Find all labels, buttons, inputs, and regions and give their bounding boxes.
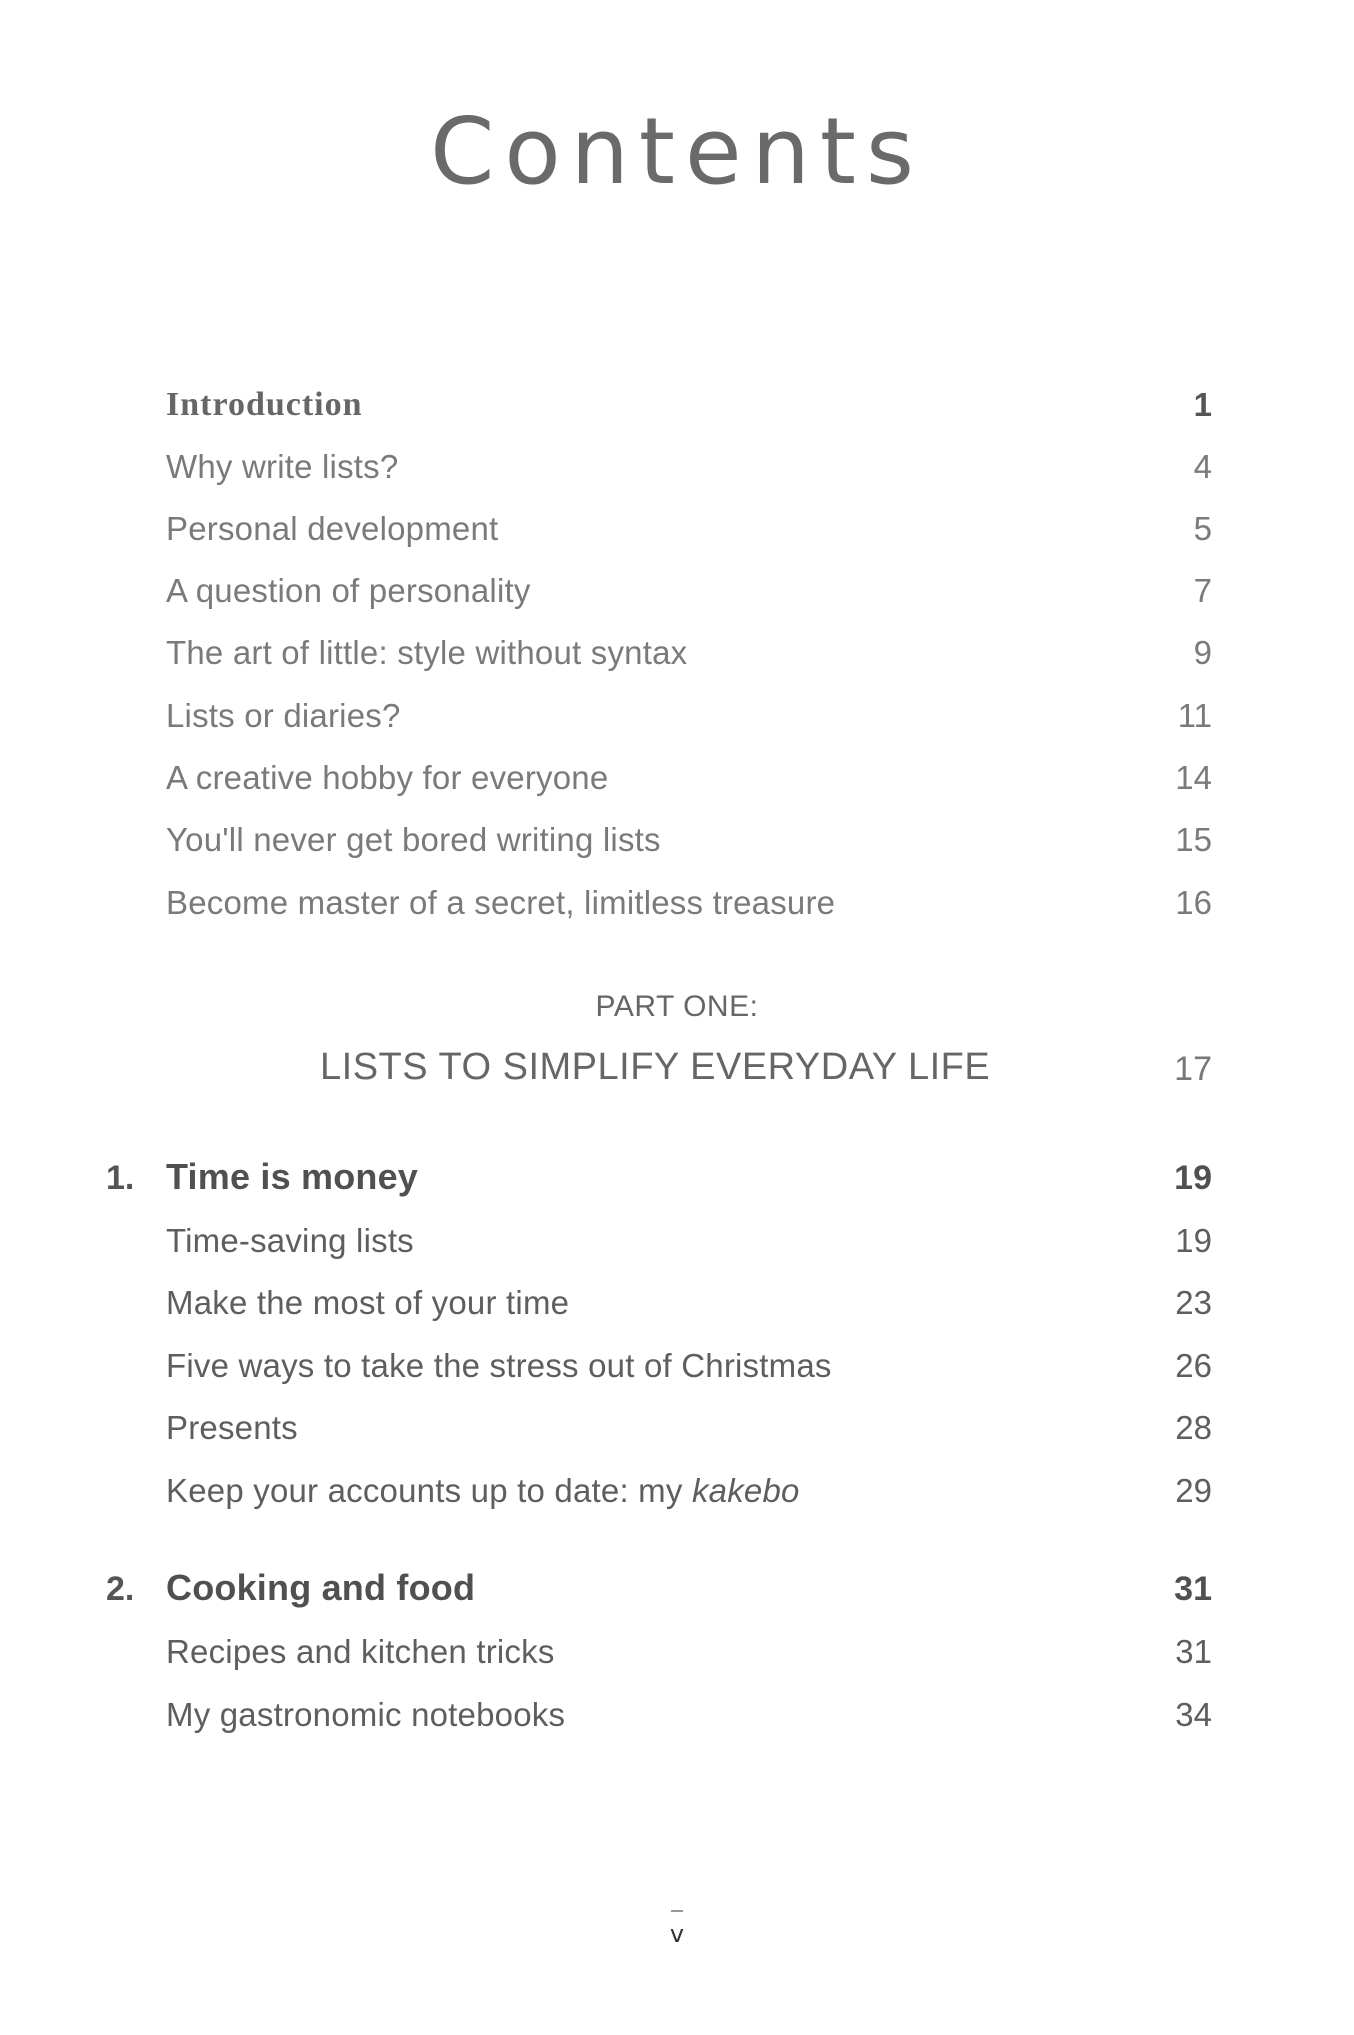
part-title[interactable]: LISTS TO SIMPLIFY EVERYDAY LIFE: [320, 1046, 991, 1088]
chapter-title: Cooking and food: [166, 1567, 476, 1608]
toc-entry-label: The art of little: style without syntax: [166, 634, 688, 671]
toc-entry-page: 15: [1175, 821, 1212, 858]
toc-entry-label-text: Keep your accounts up to date: my: [166, 1472, 692, 1509]
toc-entry[interactable]: [166, 1272, 1212, 1322]
page-footer: [0, 1910, 1354, 1948]
footer-rule: [671, 1910, 683, 1912]
toc-entry-introduction[interactable]: [166, 374, 1212, 424]
toc-chapter-1[interactable]: [106, 1148, 1212, 1198]
toc-entry[interactable]: [166, 1210, 1212, 1260]
toc-entry-page: 19: [1175, 1222, 1212, 1259]
toc-entry-label: You'll never get bored writing lists: [166, 821, 661, 858]
toc-entry-label: [166, 1472, 800, 1510]
toc-entry-page: 11: [1177, 697, 1212, 734]
chapter-title: Time is money: [166, 1156, 419, 1197]
toc-entry-page: 31: [1175, 1633, 1212, 1670]
toc-entry-label: Lists or diaries?: [166, 697, 401, 734]
chapter-page: 31: [1174, 1570, 1212, 1608]
toc-entry-page: 5: [1193, 510, 1212, 547]
toc-entry-page: 34: [1175, 1696, 1212, 1733]
toc-entry[interactable]: [166, 560, 1212, 610]
toc-entry[interactable]: [166, 809, 1212, 859]
toc-entry-label: Introduction: [166, 386, 363, 423]
toc-entry-page: 29: [1175, 1472, 1212, 1509]
toc-entry-page: 4: [1193, 448, 1212, 485]
chapter-number: 1.: [106, 1159, 135, 1197]
toc-entry-page: 26: [1175, 1347, 1212, 1384]
toc-entry[interactable]: [166, 1335, 1212, 1385]
toc-entry-page: 7: [1193, 572, 1212, 609]
toc-entry[interactable]: [166, 1621, 1212, 1671]
part-label: PART ONE:: [595, 990, 759, 1023]
toc-entry[interactable]: [166, 872, 1212, 922]
toc-entry-page: 23: [1175, 1284, 1212, 1321]
toc-entry[interactable]: [166, 498, 1212, 548]
toc-entry[interactable]: [166, 747, 1212, 797]
toc-entry-label: A creative hobby for everyone: [166, 759, 609, 796]
toc-entry-page: 14: [1175, 759, 1212, 796]
toc-entry-label: Time-saving lists: [166, 1222, 414, 1259]
toc-entry-label: Become master of a secret, limitless treasure: [166, 884, 836, 921]
toc-entry-page: 1: [1193, 386, 1212, 423]
toc-entry[interactable]: [166, 685, 1212, 735]
toc-entry-label: A question of personality: [166, 572, 531, 609]
toc-entry[interactable]: [166, 1684, 1212, 1734]
toc-entry-page: 9: [1193, 634, 1212, 671]
toc-entry[interactable]: [166, 622, 1212, 672]
toc-entry-label: Personal development: [166, 510, 499, 547]
toc-entry-label: Why write lists?: [166, 448, 399, 485]
toc-entry-label: My gastronomic notebooks: [166, 1696, 566, 1733]
page-number: v: [669, 1920, 685, 1948]
toc-entry[interactable]: [166, 436, 1212, 486]
toc-entry[interactable]: [166, 1460, 1212, 1510]
toc-entry-page: 28: [1175, 1409, 1212, 1446]
part-page: 17: [1174, 1050, 1212, 1088]
toc-chapter-2[interactable]: [106, 1559, 1212, 1609]
toc-entry[interactable]: [166, 1397, 1212, 1447]
toc-entry-label-italic: kakebo: [691, 1472, 800, 1509]
toc-entry-label: Five ways to take the stress out of Christmas: [166, 1347, 832, 1384]
chapter-page: 19: [1174, 1159, 1212, 1197]
toc-entry-label: Presents: [166, 1409, 298, 1446]
toc-entry-label: Recipes and kitchen tricks: [166, 1633, 555, 1670]
toc-entry-page: 16: [1175, 884, 1212, 921]
chapter-number: 2.: [106, 1570, 135, 1608]
toc-entry-label: Make the most of your time: [166, 1284, 570, 1321]
page-title: Contents: [430, 98, 924, 205]
